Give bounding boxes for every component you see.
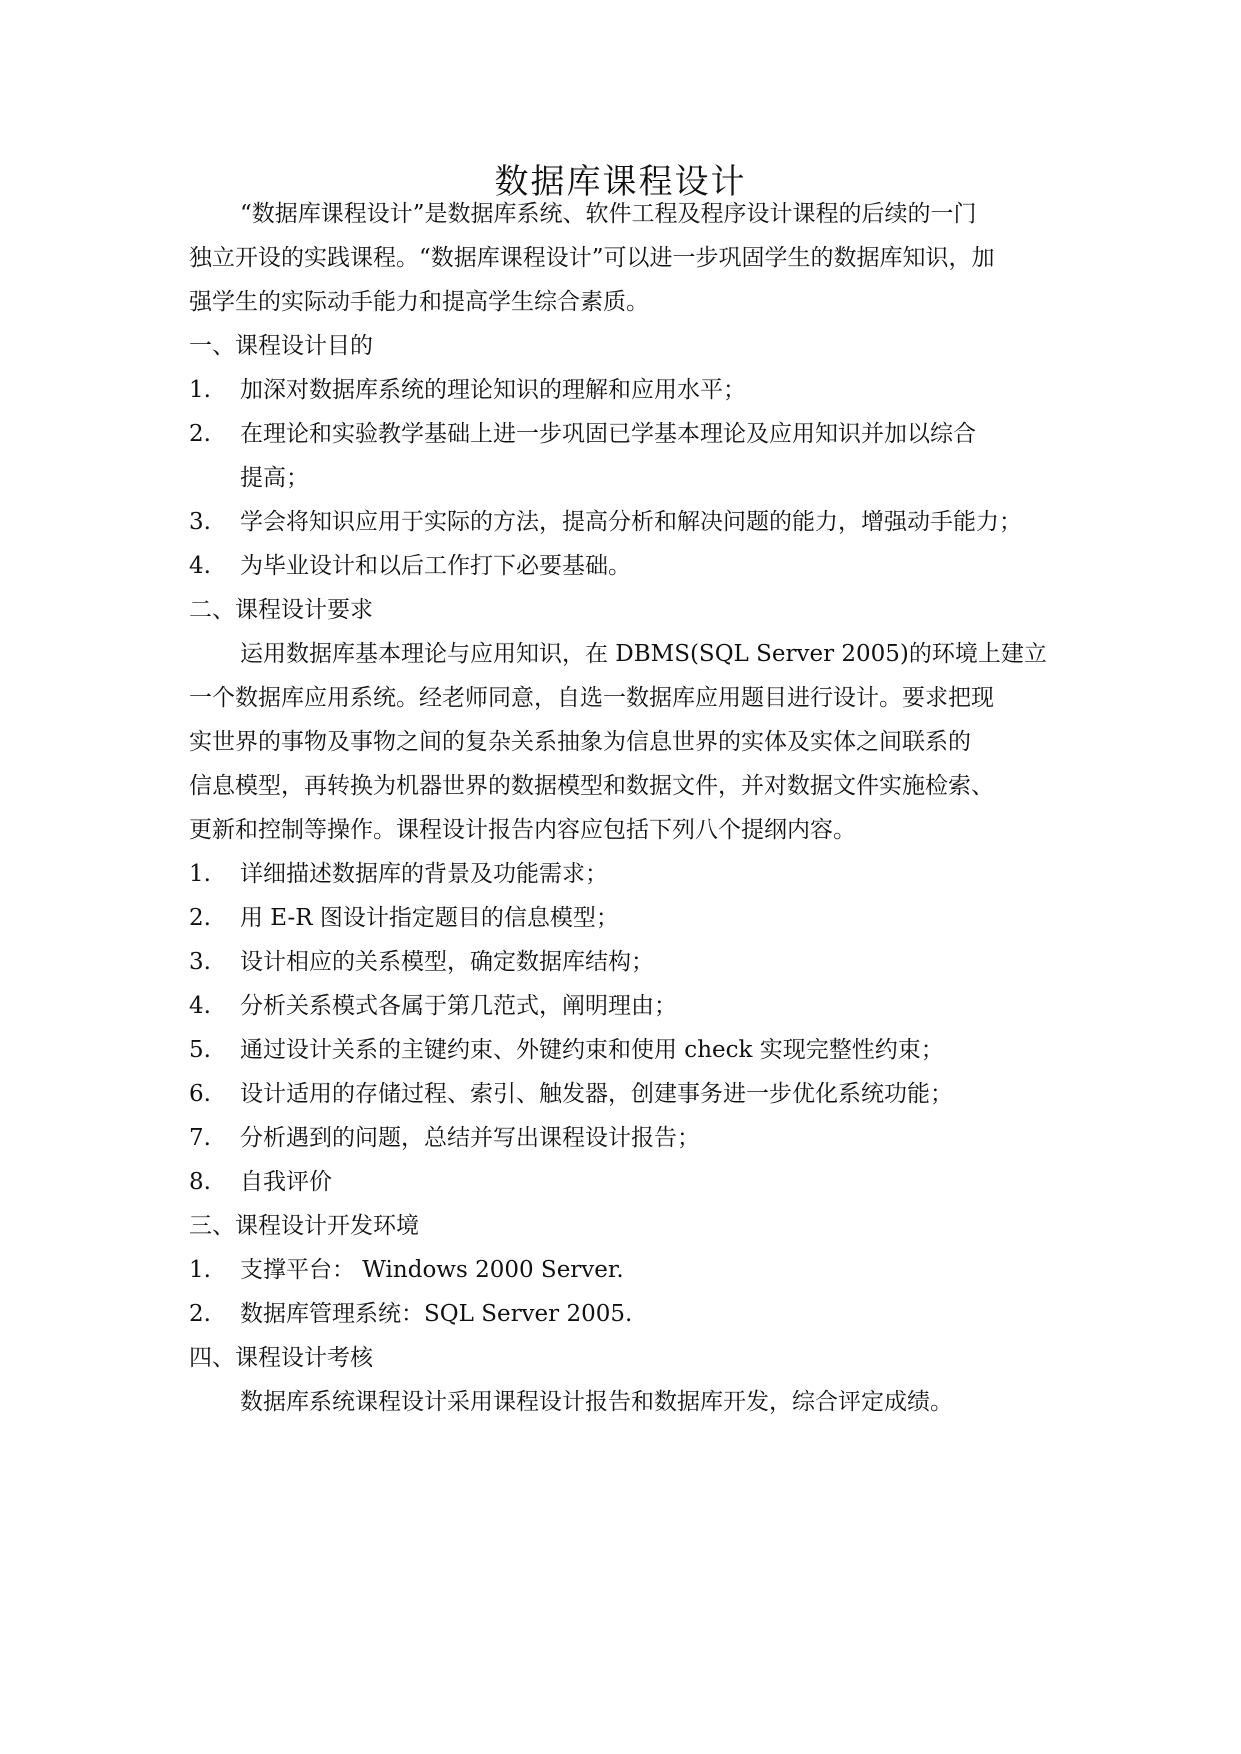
list-item-text: 自我评价 (240, 1169, 332, 1195)
list-item-number: 7. (189, 1125, 211, 1151)
list-item-number: 1. (189, 377, 211, 403)
paragraph-line: 数据库系统课程设计采用课程设计报告和数据库开发，综合评定成绩。 (240, 1389, 953, 1415)
list-item-text: 分析遇到的问题，总结并写出课程设计报告； (240, 1125, 700, 1151)
list-item-number: 3. (189, 509, 211, 535)
list-item-text: 为毕业设计和以后工作打下必要基础。 (240, 553, 631, 579)
list-item-number: 2. (189, 905, 211, 931)
list-item-text: 支撑平台： Windows 2000 Server. (240, 1257, 624, 1283)
paragraph-line: 一个数据库应用系统。经老师同意，自选一数据库应用题目进行设计。要求把现 (189, 685, 994, 711)
section-heading: 一、课程设计目的 (189, 333, 373, 359)
list-item-number: 2. (189, 421, 211, 447)
list-item-text: 详细描述数据库的背景及功能需求； (240, 861, 608, 887)
list-item-text: 用 E-R 图设计指定题目的信息模型； (240, 905, 619, 931)
list-item-text: 设计适用的存储过程、索引、触发器，创建事务进一步优化系统功能； (240, 1081, 953, 1107)
list-item-number: 5. (189, 1037, 211, 1063)
list-item-number: 1. (189, 861, 211, 887)
list-item-number: 3. (189, 949, 211, 975)
section-heading: 三、课程设计开发环境 (189, 1213, 419, 1239)
list-item-text: 学会将知识应用于实际的方法，提高分析和解决问题的能力，增强动手能力； (240, 509, 1022, 535)
list-item-number: 8. (189, 1169, 211, 1195)
section-heading: 四、课程设计考核 (189, 1345, 373, 1371)
list-item-text: 在理论和实验教学基础上进一步巩固已学基本理论及应用知识并加以综合 (240, 421, 976, 447)
section-heading: 二、课程设计要求 (189, 597, 373, 623)
list-item-text: 加深对数据库系统的理论知识的理解和应用水平； (240, 377, 746, 403)
list-item-number: 6. (189, 1081, 211, 1107)
list-item-number: 4. (189, 553, 211, 579)
list-item-text: 通过设计关系的主键约束、外键约束和使用 check 实现完整性约束； (240, 1037, 944, 1063)
paragraph-line: 更新和控制等操作。课程设计报告内容应包括下列八个提纲内容。 (189, 817, 856, 843)
list-item-number: 2. (189, 1301, 211, 1327)
page-title: 数据库课程设计 (494, 162, 747, 202)
paragraph-line: 实世界的事物及事物之间的复杂关系抽象为信息世界的实体及实体之间联系的 (189, 729, 971, 755)
intro-line: 强学生的实际动手能力和提高学生综合素质。 (189, 289, 649, 315)
list-item-number: 4. (189, 993, 211, 1019)
list-item-text: 数据库管理系统：SQL Server 2005. (240, 1301, 633, 1327)
paragraph-line: 运用数据库基本理论与应用知识，在 DBMS(SQL Server 2005)的环境上建立 (240, 641, 1047, 667)
list-item-text: 提高； (240, 465, 309, 491)
list-item-text: 分析关系模式各属于第几范式，阐明理由； (240, 993, 677, 1019)
intro-line: “数据库课程设计”是数据库系统、软件工程及程序设计课程的后续的一门 (240, 201, 977, 227)
list-item-number: 1. (189, 1257, 211, 1283)
intro-line: 独立开设的实践课程。“数据库课程设计”可以进一步巩固学生的数据库知识，加 (189, 245, 995, 271)
list-item-text: 设计相应的关系模型，确定数据库结构； (240, 949, 654, 975)
paragraph-line: 信息模型，再转换为机器世界的数据模型和数据文件，并对数据文件实施检索、 (189, 773, 994, 799)
